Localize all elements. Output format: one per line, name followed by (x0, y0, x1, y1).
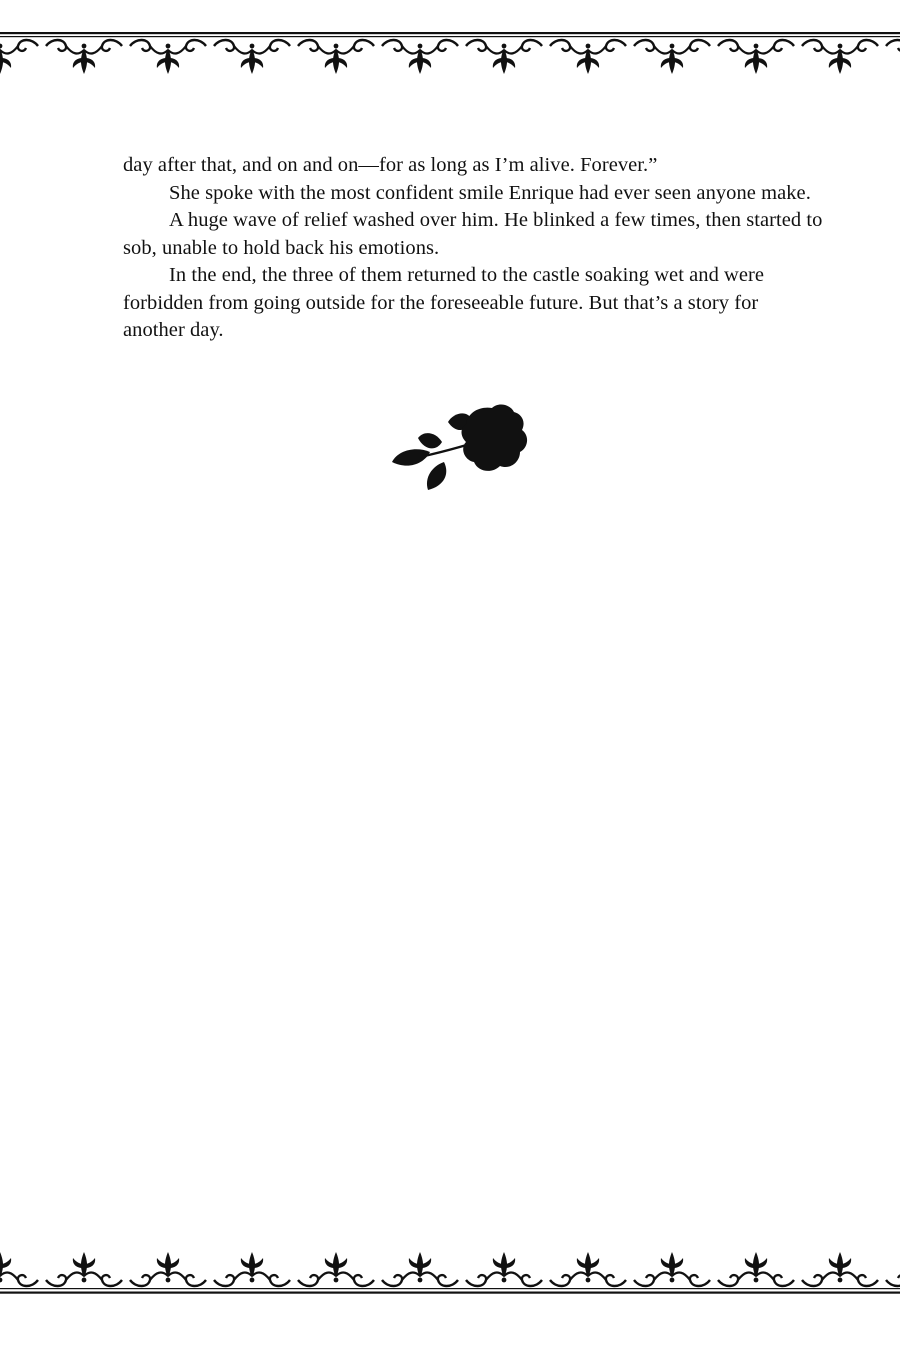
bottom-border (0, 1246, 900, 1306)
paragraph: A huge wave of relief washed over him. He blinked a few times, then started to sob, unable to hold back his emotions. (123, 209, 823, 259)
rose-section-break (388, 400, 533, 495)
paragraph: day after that, and on and on—for as long as I’m alive. Forever.” (123, 154, 658, 176)
rose-icon (388, 400, 533, 495)
top-border (0, 28, 900, 88)
scroll-border-icon (0, 28, 900, 88)
paragraph: In the end, the three of them returned to the castle soaking wet and were forbidden from going outside for the foreseeable future. But that’s a story for another day. (123, 264, 765, 341)
page-text (123, 152, 823, 345)
paragraph: She spoke with the most confident smile Enrique had ever seen anyone make. (169, 181, 811, 204)
scroll-border-icon (0, 1246, 900, 1306)
